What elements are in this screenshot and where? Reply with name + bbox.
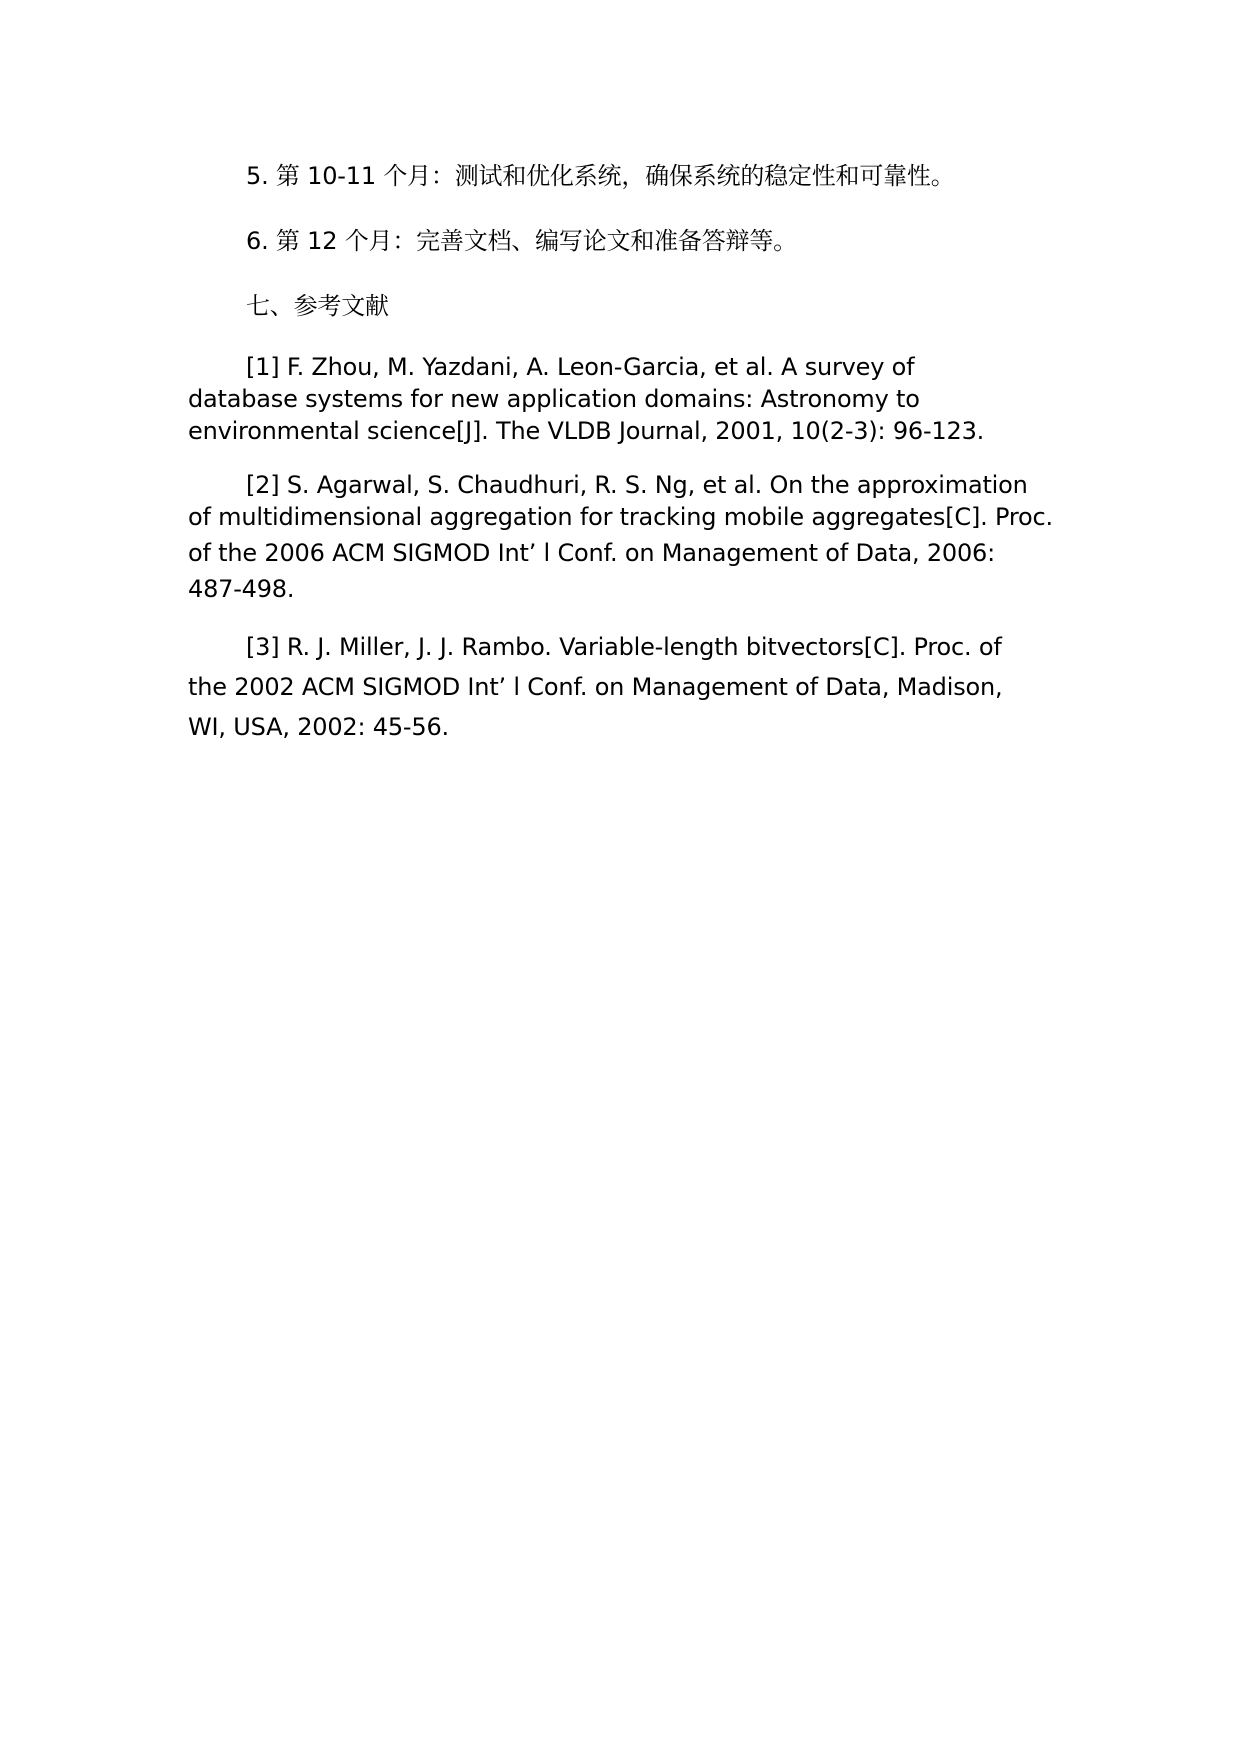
reference-2-line-2: of multidimensional aggregation for tracking mobile aggregates[C]. Proc. [188,503,1053,531]
document-page [188,160,1068,769]
reference-1-line-1: [1] F. Zhou, M. Yazdani, A. Leon-Garcia, et al. A survey of [246,353,915,381]
reference-3-line-2: the 2002 ACM SIGMOD Int’ l Conf. on Management of Data, Madison, [188,673,1003,701]
reference-1 [188,351,1068,447]
reference-2-line-3: of the 2006 ACM SIGMOD Int’ l Conf. on Management of Data, 2006: [188,539,995,567]
reference-2-line-4: 487-498. [188,575,295,603]
reference-1-line-2: database systems for new application domains: Astronomy to [188,385,920,413]
references-heading: 七、参考文献 [246,292,389,320]
reference-2-line-1: [2] S. Agarwal, S. Chaudhuri, R. S. Ng, et al. On the approximation [246,471,1028,499]
plan-item-month-10-11: 5. 第 10-11 个月：测试和优化系统，确保系统的稳定性和可靠性。 [246,162,955,190]
reference-2 [188,469,1068,605]
plan-item-month-12: 6. 第 12 个月：完善文档、编写论文和准备答辩等。 [246,227,797,255]
reference-3-line-3: WI, USA, 2002: 45-56. [188,713,449,741]
reference-3-line-1: [3] R. J. Miller, J. J. Rambo. Variable-length bitvectors[C]. Proc. of [246,633,1002,661]
reference-1-line-3: environmental science[J]. The VLDB Journal, 2001, 10(2-3): 96-123. [188,417,985,445]
reference-3 [188,627,1068,747]
